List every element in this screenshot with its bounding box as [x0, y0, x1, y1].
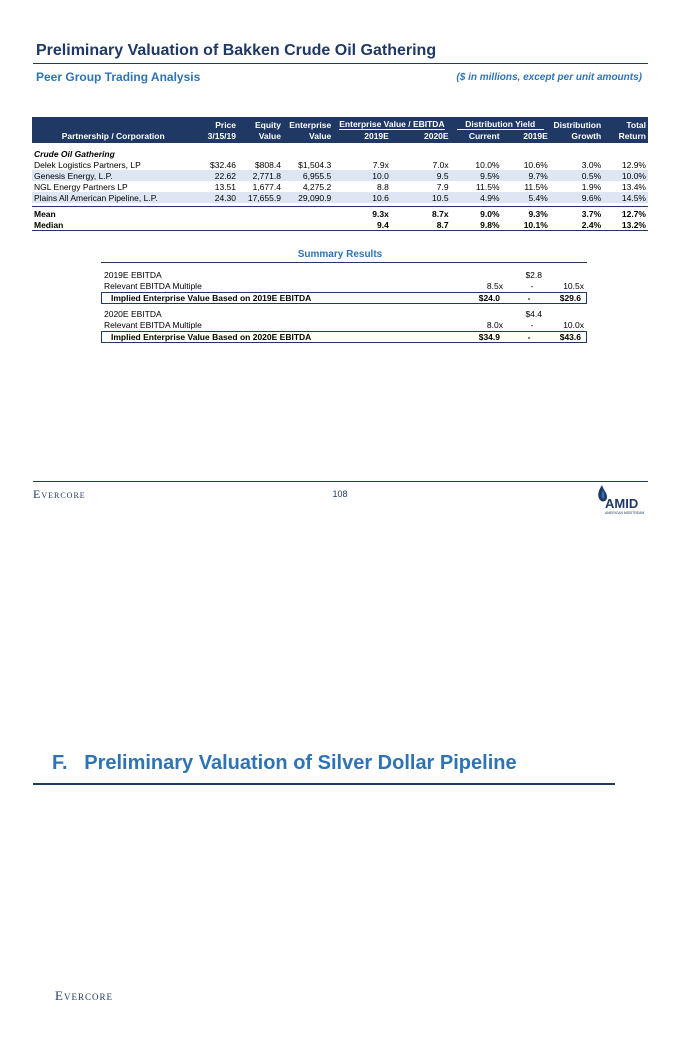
table-cell: 29,090.9 — [283, 192, 333, 203]
table-cell: 10.0% — [475, 159, 500, 170]
summary-label: 2020E EBITDA — [104, 309, 162, 319]
table-cell: NGL Energy Partners LP — [34, 181, 128, 192]
evercore-logo-bottom: Evercore — [55, 988, 113, 1003]
table-cell: 8.7 — [391, 219, 451, 231]
header-cell: Value — [238, 130, 283, 143]
table-cell: 3.0% — [581, 159, 602, 170]
table-cell: 13.4% — [621, 181, 646, 192]
table-cell: $808.4 — [254, 159, 281, 170]
table-cell: 14.5% — [603, 192, 648, 203]
table-cell: 4.9% — [451, 192, 502, 203]
section-heading: F. Preliminary Valuation of Silver Dollar Pipeline — [52, 752, 517, 774]
table-cell: 4,275.2 — [302, 181, 332, 192]
table-cell: 13.2% — [603, 219, 648, 231]
table-cell: 10.1% — [502, 219, 550, 231]
table-cell — [238, 219, 283, 231]
summary-low: 8.5x — [486, 281, 503, 291]
table-cell: 6,955.5 — [283, 170, 333, 181]
header-cell: Current — [451, 130, 502, 143]
table-cell: 1.9% — [581, 181, 602, 192]
table-cell: 10.0 — [333, 170, 391, 181]
evercore-logo: Evercore — [33, 487, 86, 501]
summary-title: Summary Results — [297, 249, 383, 260]
header-cell: 2019E — [333, 130, 391, 143]
table-cell: 9.0% — [451, 207, 502, 220]
table-cell: Genesis Energy, L.P. — [32, 170, 194, 181]
summary-value: $2.8 — [525, 270, 542, 280]
header-group-distribution-yield — [451, 117, 550, 130]
table-cell: 9.6% — [550, 192, 603, 203]
table-row-mean — [32, 207, 648, 220]
table-cell — [283, 207, 333, 220]
table-cell: 9.3% — [502, 207, 550, 220]
peer-trading-table — [32, 117, 648, 231]
summary-value: $4.4 — [525, 309, 542, 319]
title-divider — [33, 63, 648, 64]
amid-logo-subtext: AMERICAN MIDSTREAM — [605, 511, 645, 515]
table-cell: 2.4% — [550, 219, 603, 231]
header-cell: Return — [603, 130, 648, 143]
units-note: ($ in millions, except per unit amounts) — [456, 72, 642, 83]
table-cell: 7.9x — [372, 159, 389, 170]
table-row — [32, 170, 648, 181]
table-cell: 1,677.4 — [252, 181, 281, 192]
summary-label: Implied Enterprise Value Based on 2020E EBITDA — [111, 332, 312, 342]
table-row — [32, 159, 648, 170]
header-cell: Enterprise — [283, 117, 333, 130]
table-cell: 7.0x — [432, 159, 449, 170]
table-cell: 17,655.9 — [238, 192, 283, 203]
table-section-row — [32, 143, 648, 159]
table-cell: 10.6% — [523, 159, 548, 170]
amid-logo-text: AMID — [605, 496, 639, 511]
table-cell — [194, 207, 238, 220]
amid-logo — [594, 483, 650, 517]
table-cell: 9.5 — [391, 170, 451, 181]
table-cell: 13.51 — [214, 181, 237, 192]
summary-high: $29.6 — [559, 293, 581, 303]
table-cell: 2,771.8 — [238, 170, 283, 181]
header-cell: Equity — [238, 117, 283, 130]
section-divider — [33, 783, 615, 785]
summary-dash: - — [530, 320, 534, 330]
header-cell: Growth — [550, 130, 603, 143]
table-cell: 24.30 — [194, 192, 238, 203]
table-cell — [238, 207, 283, 220]
summary-implied-2019-box — [101, 292, 587, 304]
table-cell: 10.0% — [603, 170, 648, 181]
header-cell: 3/15/19 — [194, 130, 238, 143]
summary-dash: - — [527, 332, 531, 342]
header-cell: Distribution — [550, 117, 603, 130]
table-row — [32, 181, 648, 192]
table-cell: 5.4% — [502, 192, 550, 203]
table-row — [32, 192, 648, 203]
header-cell: Price — [194, 117, 238, 130]
section-label: Crude Oil Gathering — [34, 148, 115, 159]
summary-label: Relevant EBITDA Multiple — [104, 281, 202, 291]
table-cell: 11.5% — [476, 181, 500, 192]
summary-label: 2019E EBITDA — [104, 270, 162, 280]
summary-label: Relevant EBITDA Multiple — [104, 320, 202, 330]
summary-dash: - — [527, 293, 531, 303]
table-cell: 9.5% — [451, 170, 502, 181]
table-cell: Median — [32, 219, 194, 231]
table-cell: 12.7% — [603, 207, 648, 220]
table-cell: 3.7% — [550, 207, 603, 220]
table-cell: 9.4 — [333, 219, 391, 231]
table-cell: $32.46 — [210, 159, 237, 170]
header-group-ev-ebitda — [333, 117, 450, 130]
header-cell: 2020E — [391, 130, 451, 143]
table-cell: 7.9 — [436, 181, 449, 192]
table-cell: Mean — [32, 207, 194, 220]
footer-divider — [33, 481, 648, 482]
table-cell: 8.7x — [391, 207, 451, 220]
header-cell: Value — [283, 130, 333, 143]
table-cell — [194, 219, 238, 231]
summary-low: 8.0x — [486, 320, 503, 330]
summary-high: $43.6 — [559, 332, 581, 342]
table-row-median — [32, 219, 648, 231]
summary-divider — [101, 262, 587, 263]
table-cell: 11.5% — [524, 181, 548, 192]
summary-low: $34.9 — [478, 332, 500, 342]
table-cell: 12.9% — [621, 159, 646, 170]
table-header-row — [32, 130, 648, 143]
page-number: 108 — [332, 489, 348, 499]
header-cell: Total — [603, 117, 648, 130]
header-cell: Partnership / Corporation — [32, 130, 194, 143]
header-cell: 2019E — [502, 130, 550, 143]
summary-implied-2020-box — [101, 331, 587, 343]
table-cell: 22.62 — [194, 170, 238, 181]
page-title: Preliminary Valuation of Bakken Crude Oil Gathering — [36, 42, 437, 59]
summary-label: Implied Enterprise Value Based on 2019E EBITDA — [111, 293, 312, 303]
table-cell: $1,504.3 — [298, 159, 332, 170]
table-cell: 10.5 — [391, 192, 451, 203]
summary-high: 10.0x — [563, 320, 584, 330]
table-cell: 9.8% — [451, 219, 502, 231]
table-cell: 0.5% — [550, 170, 603, 181]
table-cell: 9.7% — [502, 170, 550, 181]
table-cell: Delek Logistics Partners, LP — [34, 159, 141, 170]
amid-logo-mark — [594, 483, 650, 517]
header-group-label: Distribution Yield — [457, 119, 544, 130]
table-cell: Plains All American Pipeline, L.P. — [32, 192, 194, 203]
summary-high: 10.5x — [563, 281, 584, 291]
table-header-row — [32, 117, 648, 130]
table-cell: 8.8 — [377, 181, 389, 192]
summary-low: $24.0 — [478, 293, 500, 303]
table-cell: 10.6 — [333, 192, 391, 203]
summary-dash: - — [530, 281, 534, 291]
header-cell — [32, 117, 194, 130]
table-cell — [283, 219, 333, 231]
header-group-label: Enterprise Value / EBITDA — [339, 119, 445, 129]
page-subtitle: Peer Group Trading Analysis — [36, 70, 201, 84]
table-cell: 9.3x — [333, 207, 391, 220]
